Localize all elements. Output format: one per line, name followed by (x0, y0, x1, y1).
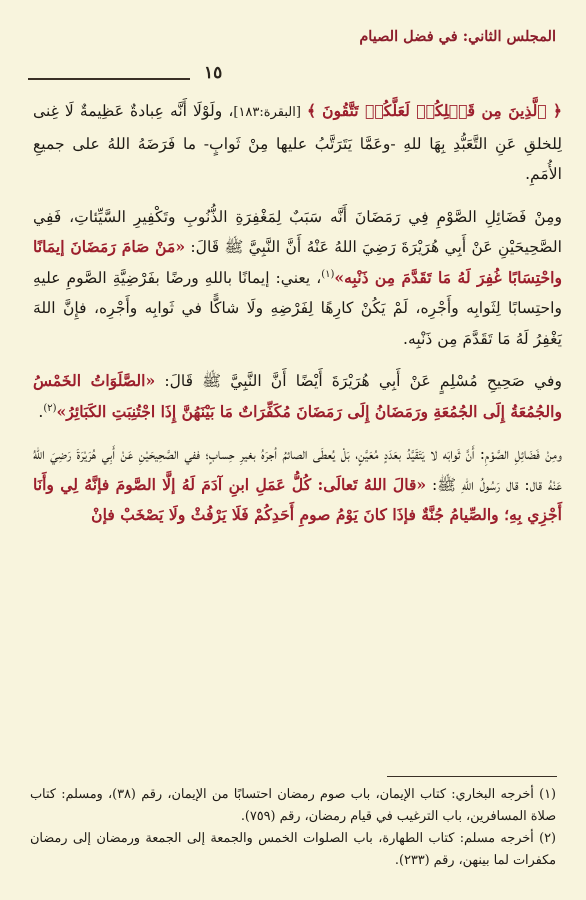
header-rule (28, 78, 190, 80)
paragraph-2 (33, 202, 562, 355)
footnote-ref-1[interactable]: (١) (321, 268, 335, 280)
paragraph-2-intro: ومِنْ فَضَائِلِ الصَّوْمِ فِي رَمَضَانَ أَنَّه سَبَبٌ لِمَغْفِرَةِ الذُّنُوبِ وتَكْفِيرِ السَّيِّئاتِ، فَفِي الصَّحِيحَيْنِ عَنْ أَبِي هُرَيْرَةَ رَضِيَ اللهُ عَنْهُ أَنَّ النَّبِيَّ ﷺ قَالَ: (33, 207, 562, 256)
running-title: المجلس الثاني: في فضل الصيام (359, 28, 556, 45)
paragraph-3-end: . (38, 402, 44, 421)
paragraph-1-text: ، ولَوْلَا أَنَّه عِبادةٌ عَظِيمةٌ لَا غِنى لِلخلقِ عَنِ التَّعَبُّدِ بِهَا للهِ -وعَمَّا يَتَرَتَّبُ عليها مِنْ ثَوابٍ- ما فَرَضَهُ اللهُ على جميعِ الأُمَمِ. (33, 102, 562, 183)
paragraph-3 (33, 366, 562, 427)
verse-reference: [البقرة:١٨٣] (233, 105, 301, 120)
page-number: ١٥ (204, 63, 223, 83)
footnote-separator (387, 776, 557, 777)
footnotes (30, 784, 556, 872)
footnote-ref-2[interactable]: (٢) (43, 402, 57, 414)
quran-bracket-close: ﴾ (306, 101, 317, 120)
quran-bracket-open: ﴿ (552, 101, 562, 120)
paragraph-2-text: ، يعني: إيمانًا باللهِ ورضًا بفَرْضِيَّةِ الصَّومِ عليهِ واحتِسابًا لِثَوابِه وأَجْرِه، لَمْ يَكُنْ كارِهًا لِفَرْضِهِ ولَا شاكًّا في ثَوابِه وأَجْرِه، فإِنَّ اللهَ يَغْفِرُ لَهُ مَا تَقَدَّمَ مِن ذَنْبِه. (33, 268, 562, 348)
paragraph-4-intro: ومِنْ فَضَائِلِ الصَّوْمِ: أَنَّ ثَوابَه لا يَتَقَيَّدُ بعَدَدٍ مُعَيَّنٍ، بَلْ يُعطَى الصائمُ أجرَهُ بغيرِ حِسابٍ؛ ففي الصَّحِيحَيْنِ عَنْ أَبِي هُرَيْرَةَ رَضِيَ اللهُ عَنْهُ قال: قال رَسُولُ اللهِ ﷺ: (33, 445, 562, 494)
paragraph-4 (33, 439, 562, 531)
paragraph-3-intro: وفي صَحِيحِ مُسْلِمٍ عَنْ أَبِي هُرَيْرَةَ أَيْضًا أَنَّ النَّبِيَّ ﷺ قَالَ: (155, 372, 562, 390)
paragraph-1 (33, 96, 562, 190)
footnote-2: (٢) أخرجه مسلم: كتاب الطهارة، باب الصلوات الخمس والجمعة إلى الجمعة ورمضان إلى رمضان مكفرات لما بينهن، رقم (٢٣٣). (30, 831, 556, 868)
hadith-quote-2: «الصَّلَوَاتُ الخَمْسُ والجُمُعَةُ إِلَى الجُمُعَةِ ورَمَضَانُ إِلَى رَمَضَانَ مُكَفِّرَاتٌ مَا بَيْنَهُنَّ إِذَا اجْتُنِبَتِ الكَبَائِرُ» (33, 371, 562, 421)
hadith-quote-1: «مَنْ صَامَ رَمَضَانَ إيمَانًا واحْتِسَابًا غُفِرَ لَهُ مَا تَقَدَّمَ مِن ذَنْبِه» (33, 237, 562, 287)
main-text (33, 96, 562, 531)
footnote-1: (١) أخرجه البخاري: كتاب الإيمان، باب صوم رمضان احتسابًا من الإيمان، رقم (٣٨)، ومسلم: كتاب صلاة المسافرين، باب الترغيب في قيام رمضان، رقم (٧٥٩). (30, 787, 556, 824)
hadith-quote-3: «قالَ اللهُ تَعالَى: كُلُّ عَمَلِ ابنِ آدَمَ لَهُ إلَّا الصَّومَ فإنَّهُ لِي وأَنَا أَجْزِي بِهِ؛ والصِّيامُ جُنَّةٌ فإذَا كانَ يَوْمُ صومِ أَحَدِكُمْ فَلَا يَرْفُثْ ولَا يَصْخَبْ فإنْ (33, 474, 562, 524)
page-header (28, 8, 556, 83)
quran-verse: ٱلَّذِينَ مِن قَبۡلِكُمۡ لَعَلَّكُمۡ تَتَّقُونَ (322, 101, 547, 120)
